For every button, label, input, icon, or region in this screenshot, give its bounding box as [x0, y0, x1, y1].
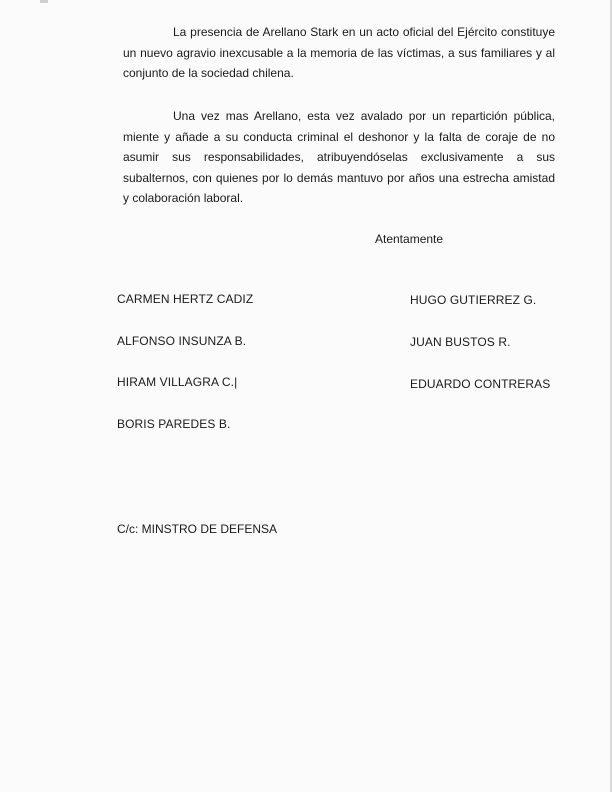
carbon-copy-line: C/c: MINSTRO DE DEFENSA [117, 522, 278, 536]
paragraph-presence [123, 22, 555, 84]
signatory-juan-bustos: JUAN BUSTOS R. [410, 335, 511, 349]
signatory-hiram-villagra: HIRAM VILLAGRA C.| [117, 375, 238, 389]
signatory-boris-paredes: BORIS PAREDES B. [117, 417, 231, 431]
signatory-alfonso-insunza: ALFONSO INSUNZA B. [117, 334, 247, 348]
paragraph-arellano-text: Una vez mas Arellano, esta vez avalado por un repartición pública, miente y añade a su conducta criminal el deshonor y la falta de coraje de no asumir sus responsabilidades, atribuyendóselas exclusivamente a sus subalternos, con quienes por lo demás mantuvo por años una estrecha amistad y colaboración laboral. [123, 109, 555, 206]
paragraph-arellano [123, 106, 555, 209]
show-through-bleed [420, 744, 570, 756]
paragraph-presence-text: La presencia de Arellano Stark en un acto oficial del Ejército constituye un nuevo agravio inexcusable a la memoria de las víctimas, a sus familiares y al conjunto de la sociedad chilena. [123, 25, 555, 81]
signatory-carmen-hertz: CARMEN HERTZ CADIZ [117, 292, 254, 306]
scan-mark [40, 0, 48, 3]
signatory-hugo-gutierrez: HUGO GUTIERREZ G. [410, 293, 537, 307]
closing-salutation: Atentamente [375, 232, 444, 246]
signatory-eduardo-contreras: EDUARDO CONTRERAS [410, 377, 551, 391]
